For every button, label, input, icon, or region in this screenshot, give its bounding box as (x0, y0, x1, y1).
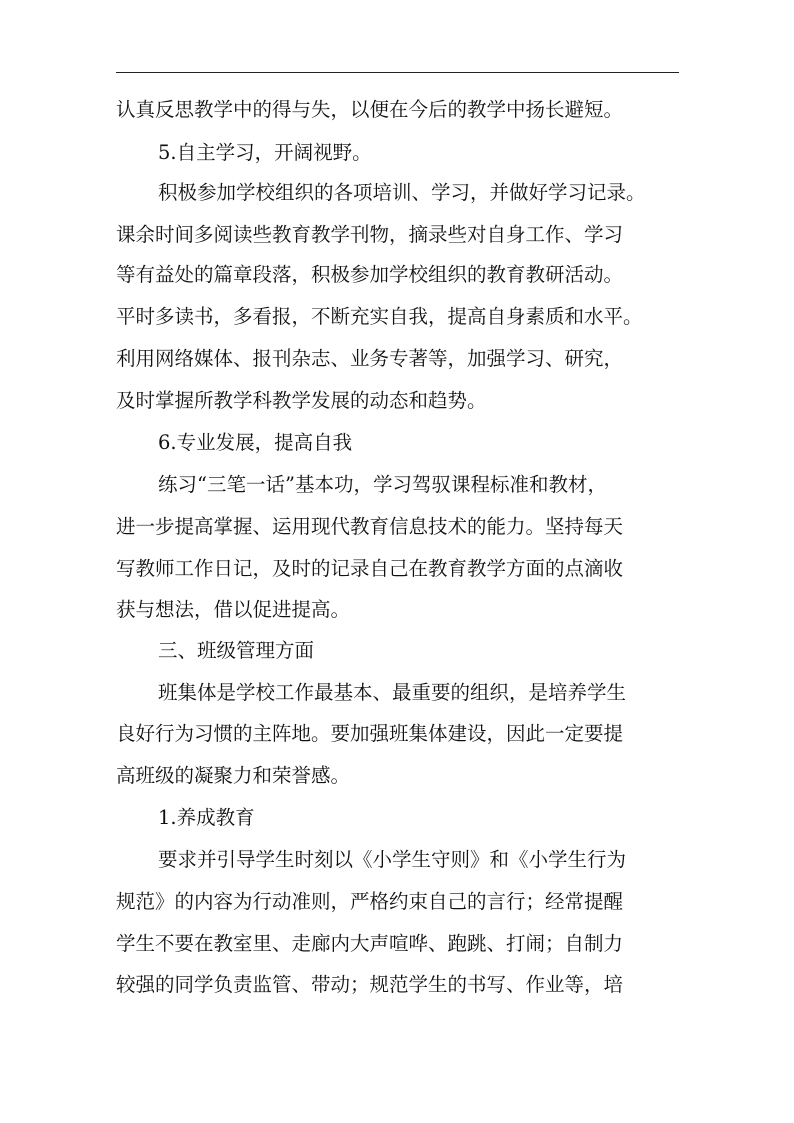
text-line: 获与想法，借以促进提高。 (116, 598, 351, 621)
section-heading: 1.养成教育 (158, 806, 255, 829)
header-rule (116, 72, 679, 73)
text-line: 高班级的凝聚力和荣誉感。 (116, 764, 351, 787)
paragraph-start: 要求并引导学生时刻以《小学生守则》和《小学生行为 (158, 848, 627, 871)
text-line: 认真反思教学中的得与失，以便在今后的教学中扬长避短。 (116, 98, 624, 121)
text-line: 利用网络媒体、报刊杂志、业务专著等，加强学习、研究， (116, 347, 624, 370)
text-line: 学生不要在教室里、走廊内大声喧哗、跑跳、打闹；自制力 (116, 932, 624, 955)
section-heading: 5.自主学习，开阔视野。 (158, 141, 372, 164)
text-line: 平时多读书，多看报，不断充实自我，提高自身素质和水平。 (116, 305, 643, 328)
text-line: 及时掌握所教学科教学发展的动态和趋势。 (116, 389, 487, 412)
section-heading: 三、班级管理方面 (158, 639, 315, 662)
text-line: 课余时间多阅读些教育教学刊物，摘录些对自身工作、学习 (116, 223, 624, 246)
text-line: 写教师工作日记，及时的记录自己在教育教学方面的点滴收 (116, 557, 624, 580)
text-line: 规范》的内容为行动准则，严格约束自己的言行；经常提醒 (116, 890, 624, 913)
paragraph-start: 积极参加学校组织的各项培训、学习，并做好学习记录。 (158, 181, 646, 204)
paragraph-start: 练习“三笔一话”基本功，学习驾驭课程标准和教材， (158, 473, 607, 496)
text-line: 较强的同学负责监管、带动；规范学生的书写、作业等，培 (116, 973, 624, 996)
text-line: 进一步提高掌握、运用现代教育信息技术的能力。坚持每天 (116, 515, 624, 538)
paragraph-start: 班集体是学校工作最基本、最重要的组织，是培养学生 (158, 681, 627, 704)
text-line: 等有益处的篇章段落，积极参加学校组织的教育教研活动。 (116, 263, 624, 286)
section-heading: 6.专业发展，提高自我 (158, 431, 353, 454)
text-line: 良好行为习惯的主阵地。要加强班集体建设，因此一定要提 (116, 722, 624, 745)
